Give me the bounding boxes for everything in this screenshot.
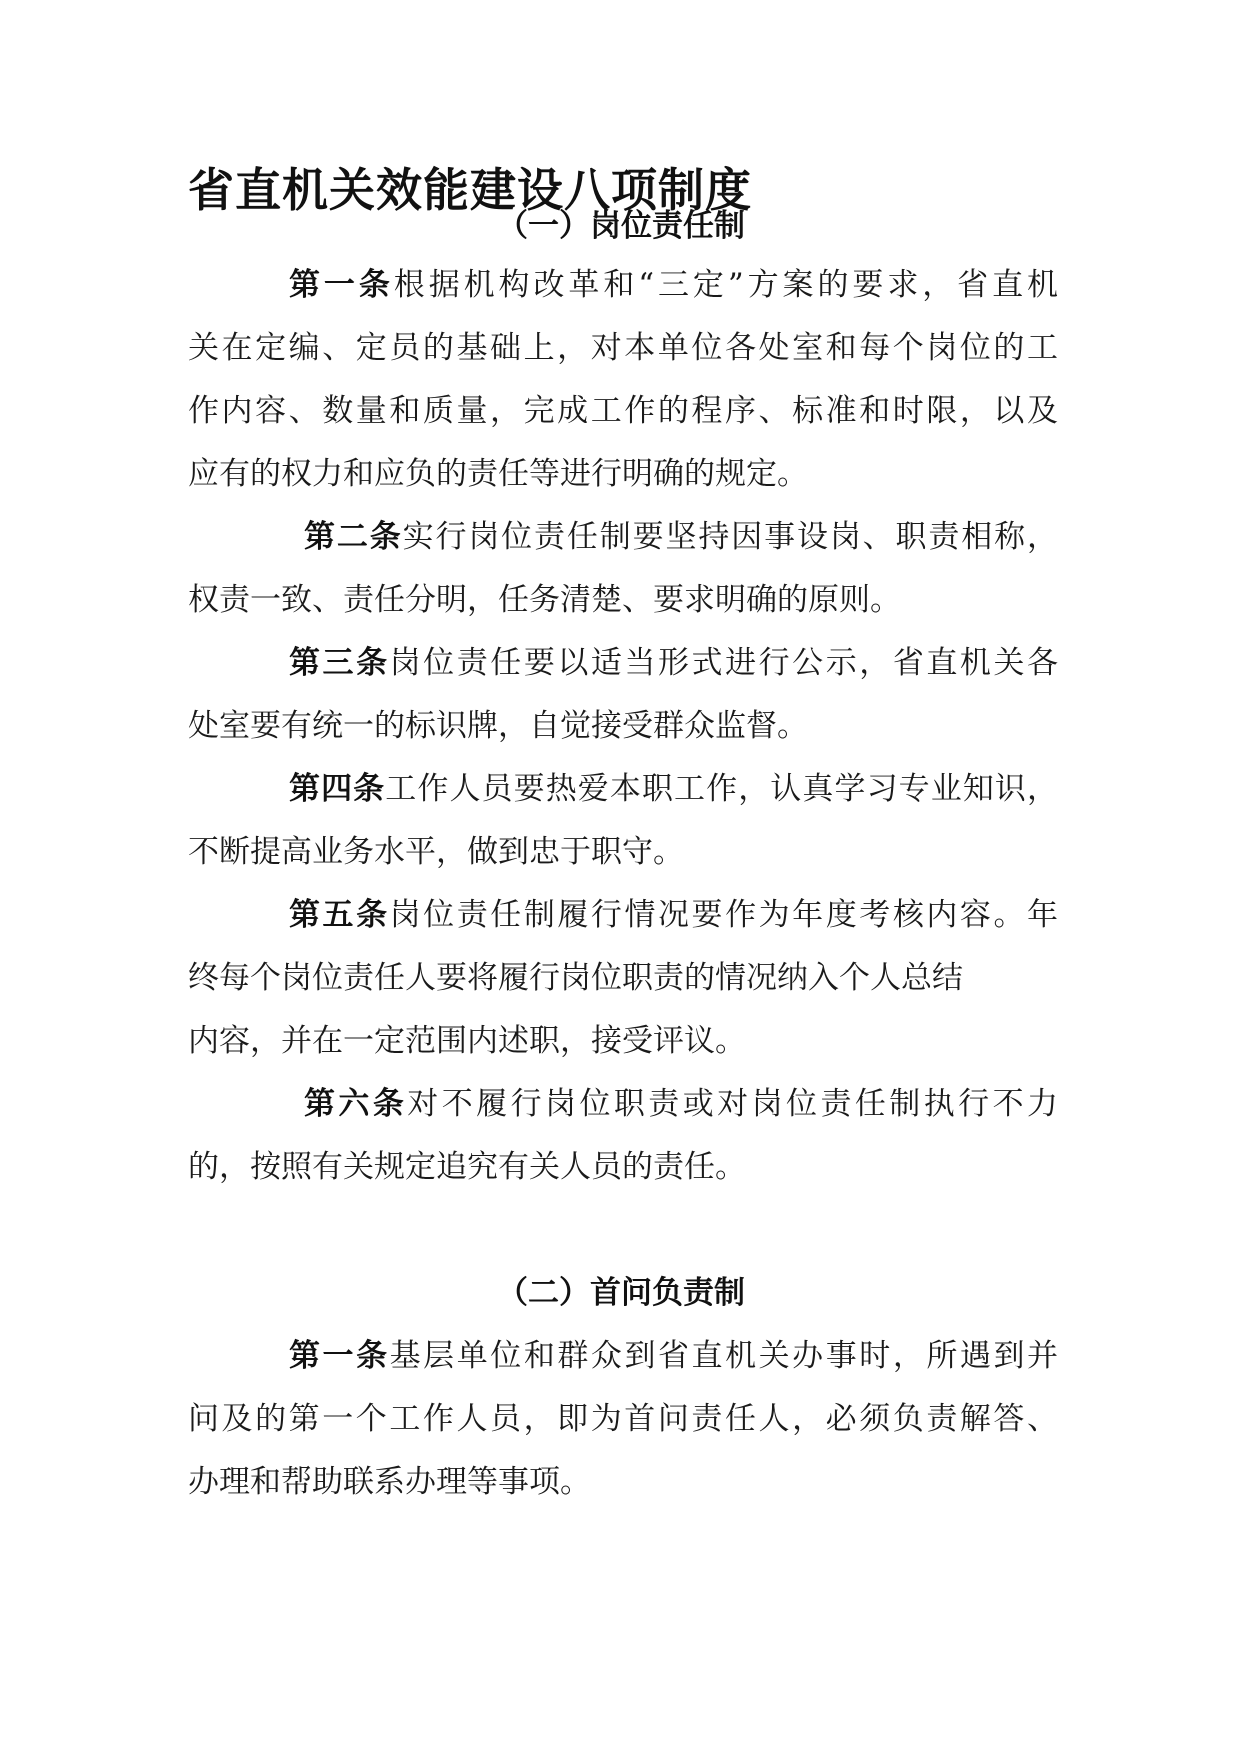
- section-heading-post-responsibility: （一）岗位责任制: [497, 208, 745, 244]
- article-1-line-3: 作内容、数量和质量，完成工作的程序、标准和时限，以及: [188, 393, 1058, 429]
- article-3-line-1: [289, 641, 1058, 685]
- article-text: 实行岗位责任制要坚持因事设岗、职责相称，: [402, 519, 1059, 555]
- section-2-article-1-line-2: 问及的第一个工作人员，即为首问责任人，必须负责解答、: [188, 1401, 1058, 1437]
- article-3-line-2: 处室要有统一的标识牌，自觉接受群众监督。: [188, 708, 808, 744]
- article-2-line-2: 权责一致、责任分明，任务清楚、要求明确的原则。: [188, 582, 901, 618]
- article-number: 第一条: [289, 267, 394, 303]
- article-number: 第五条: [289, 897, 390, 933]
- article-text: 岗位责任要以适当形式进行公示，省直机关各: [389, 645, 1059, 681]
- article-2-line-1: [304, 515, 1058, 559]
- article-1-line-1: [289, 263, 1058, 307]
- article-text: 根据机构改革和“三定”方案的要求，省直机: [393, 267, 1059, 303]
- article-number: 第一条: [289, 1338, 390, 1374]
- article-1-line-2: 关在定编、定员的基础上，对本单位各处室和每个岗位的工: [188, 330, 1058, 366]
- section-2-article-1-line-3: 办理和帮助联系办理等事项。: [188, 1464, 591, 1500]
- article-text: 基层单位和群众到省直机关办事时，所遇到并: [389, 1338, 1059, 1374]
- document-title: 省直机关效能建设八项制度: [188, 163, 752, 217]
- article-number: 第二条: [304, 519, 403, 555]
- article-5-line-3: 内容，并在一定范围内述职，接受评议。: [188, 1023, 746, 1059]
- article-6-line-1: [304, 1082, 1058, 1126]
- article-text: 对不履行岗位职责或对岗位责任制执行不力: [407, 1086, 1059, 1122]
- article-5-line-2: 终每个岗位责任人要将履行岗位职责的情况纳入个人总结: [188, 960, 963, 996]
- article-number: 第三条: [289, 645, 390, 681]
- article-number: 第四条: [289, 771, 386, 807]
- article-6-line-2: 的，按照有关规定追究有关人员的责任。: [188, 1149, 746, 1185]
- article-4-line-2: 不断提高业务水平，做到忠于职守。: [188, 834, 684, 870]
- article-text: 工作人员要热爱本职工作，认真学习专业知识，: [385, 771, 1059, 807]
- article-text: 岗位责任制履行情况要作为年度考核内容。年: [389, 897, 1059, 933]
- article-number: 第六条: [304, 1086, 408, 1122]
- article-1-line-4: 应有的权力和应负的责任等进行明确的规定。: [188, 456, 808, 492]
- article-5-line-1: [289, 893, 1058, 937]
- article-4-line-1: [289, 767, 1058, 811]
- section-heading-first-inquiry: （二）首问负责制: [497, 1275, 745, 1311]
- section-2-article-1-line-1: [289, 1334, 1058, 1378]
